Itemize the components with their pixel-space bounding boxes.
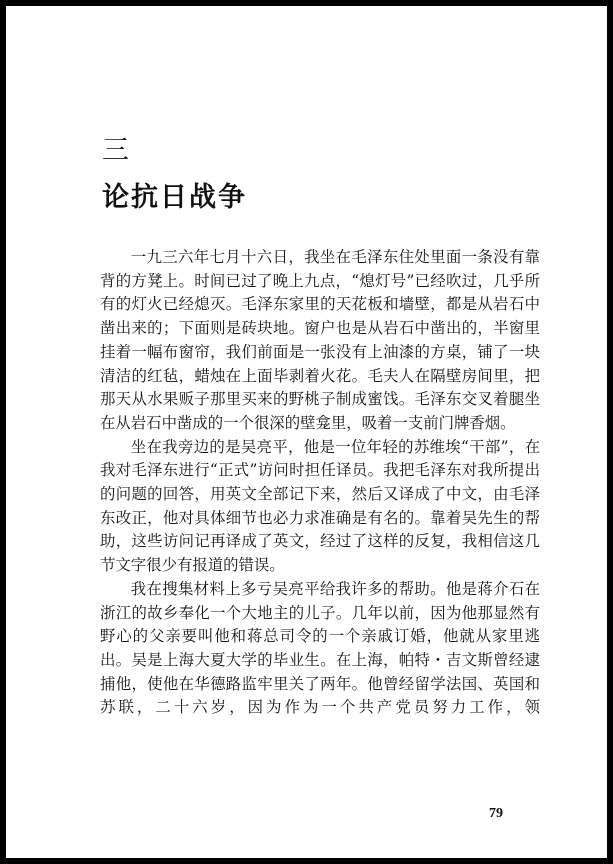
paragraph-3: 我在搜集材料上多亏吴亮平给我许多的帮助。他是蒋介石在浙江的故乡奉化一个大地主的儿子。几年以前，因为他那显然有野心的父亲要叫他和蒋总司令的一个亲戚订婚，他就从家里逃出。吴是上海大夏大学的毕业生。在上海，帕特・吉文斯曾经逮捕他，使他在华德路监牢里关了两年。他曾经留学法国、英国和苏联，二十六岁，因为作为一个共产党员努力工作，领 — [100, 579, 540, 717]
chapter-number: 三 — [102, 135, 129, 166]
paragraph-2: 坐在我旁边的是吴亮平，他是一位年轻的苏维埃“干部”，在我对毛泽东进行“正式”访问时担任译员。我把毛泽东对我所提出的问题的回答，用英文全部记下来，然后又译成了中文，由毛泽东改正，他对具体细节也必力求准确是有名的。靠着吴先生的帮助，这些访问记再译成了英文，经过了这样的反复，我相信这几节文字很少有报道的错误。 — [100, 437, 540, 575]
page-number: 79 — [489, 806, 503, 821]
paragraph-1: 一九三六年七月十六日，我坐在毛泽东住处里面一条没有靠背的方凳上。时间已过了晚上九点，“熄灯号”已经吹过，几乎所有的灯火已经熄灭。毛泽东家里的天花板和墙壁，都是从岩石中凿出来的；下面则是砖块地。窗户也是从岩石中凿出的，半窗里挂着一幅布窗帘，我们前面是一张没有上油漆的方桌，铺了一块清洁的红毡，蜡烛在上面毕剥着火花。毛夫人在隔壁房间里，把那天从水果贩子那里买来的野桃子制成蜜饯。毛泽东交叉着腿坐在从岩石中凿成的一个很深的壁龛里，吸着一支前门牌香烟。 — [100, 248, 540, 432]
book-page — [6, 6, 607, 858]
chapter-title: 论抗日战争 — [102, 182, 247, 213]
body-text — [100, 246, 540, 720]
